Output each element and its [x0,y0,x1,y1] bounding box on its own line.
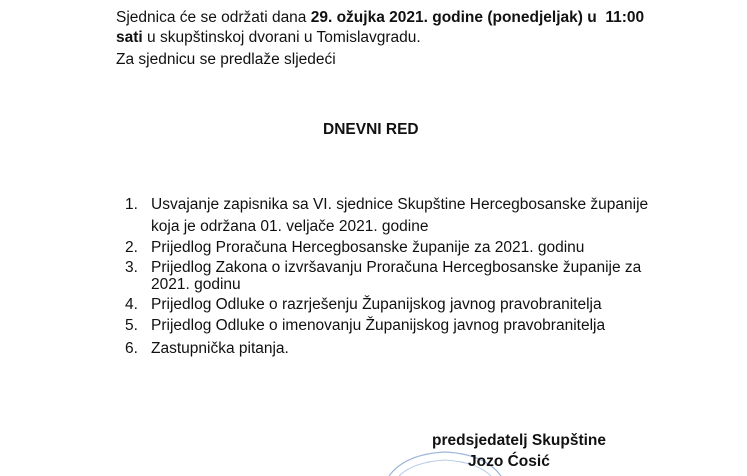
signature-role: predsjedatelj Skupštine [432,432,606,449]
agenda-item-text: Zastupnička pitanja. [151,340,289,357]
signature-name: Jozo Ćosić [468,453,550,470]
location-text: u skupštinskoj dvorani u Tomislavgradu. [142,29,421,46]
intro-paragraph-line-2 [116,29,421,47]
intro-paragraph-line-1 [116,9,644,27]
agenda-number: 2. [125,239,138,256]
agenda-item-text: Prijedlog Odluke o razrješenju Županijskog javnog pravobranitelja [151,296,602,313]
intro-text: Sjednica će se održati dana [116,9,311,26]
session-date: 29. ožujka 2021. godine (ponedjeljak) u [310,9,597,26]
agenda-item-text: 2021. godinu [151,276,241,293]
agenda-item-text: Prijedlog Zakona o izvršavanju Proračuna Hercegbosanske županije za [151,259,642,276]
agenda-number: 1. [125,196,138,213]
agenda-item-text: koja je održana 01. veljače 2021. godine [151,218,429,235]
intro-paragraph-line-3: Za sjednicu se predlaže sljedeći [116,51,336,68]
agenda-number: 6. [125,340,138,357]
agenda-item-text: Prijedlog Odluke o imenovanju Županijskog javnog pravobranitelja [151,317,606,334]
agenda-item-text: Usvajanje zapisnika sa VI. sjednice Skupštine Hercegbosanske županije [151,196,649,213]
agenda-number: 5. [125,317,138,334]
agenda-item-text: Prijedlog Proračuna Hercegbosanske županije za 2021. godinu [151,239,585,256]
agenda-number: 3. [125,259,138,276]
agenda-number: 4. [125,296,138,313]
session-time: 11:00 [605,9,645,26]
sati-label: sati [116,29,143,46]
agenda-title: DNEVNI RED [323,121,419,138]
